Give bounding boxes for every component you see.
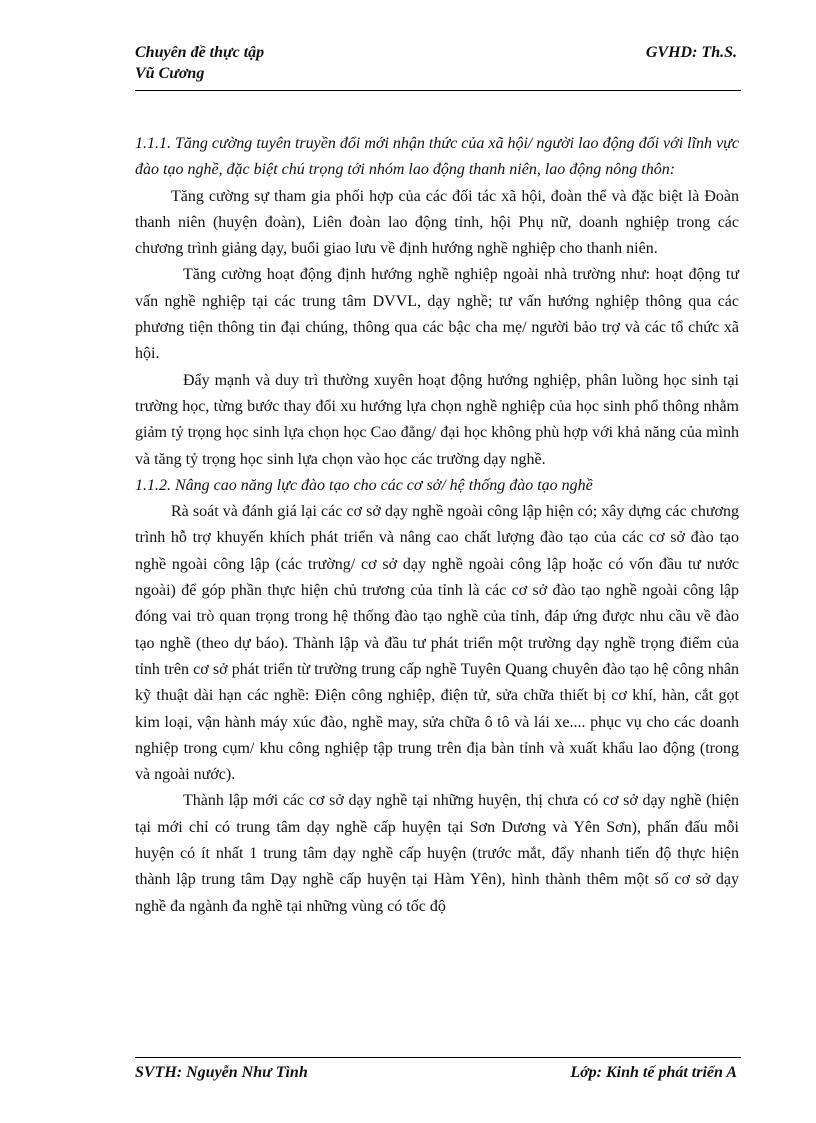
header-author: Vũ Cương	[135, 65, 205, 82]
footer-class: Lớp: Kinh tế phát triển A	[570, 1064, 737, 1081]
page-footer	[135, 1057, 741, 1088]
section-heading-1-1-2: 1.1.2. Nâng cao năng lực đào tạo cho các cơ sở/ hệ thống đào tạo nghề	[135, 476, 593, 494]
section-heading-1-1-1: 1.1.1. Tăng cường tuyên truyền đổi mới nhận thức của xã hội/ người lao động đối với lĩnh vực đào tạo nghề, đặc biệt chú trọng tới nhóm lao động thanh niên, lao động nông thôn:	[135, 135, 739, 179]
paragraph-3: Đẩy mạnh và duy trì thường xuyên hoạt động hướng nghiệp, phân luồng học sinh tại trường học, từng bước thay đổi xu hướng lựa chọn nghề nghiệp của học sinh phổ thông nhằm giảm tỷ trọng học sinh lựa chọn học Cao đẳng/ đại học không phù hợp với khả năng của mình và tăng tỷ trọng học sinh lựa chọn vào học các trường dạy nghề.	[135, 371, 739, 468]
paragraph-2: Tăng cường hoạt động định hướng nghề nghiệp ngoài nhà trường như: hoạt động tư vấn nghề nghiệp tại các trung tâm DVVL, dạy nghề; tư vấn hướng nghiệp thông qua các phương tiện thông tin đại chúng, thông qua các bậc cha mẹ/ người bảo trợ và các tổ chức xã hội.	[135, 266, 739, 363]
page-header	[135, 44, 741, 91]
header-supervisor: GVHD: Th.S.	[645, 44, 737, 61]
paragraph-4: Rà soát và đánh giá lại các cơ sở dạy nghề ngoài công lập hiện có; xây dựng các chương trình hỗ trợ khuyến khích phát triển và nâng cao chất lượng đào tạo của các cơ sở đào tạo nghề ngoài công lập (các trường/ cơ sở dạy nghề ngoài công lập hoặc có vốn đầu tư nước ngoài) để góp phần thực hiện chủ trương của tỉnh là các cơ sở đào tạo nghề ngoài công lập đóng vai trò quan trọng trong hệ thống đào tạo nghề của tỉnh, đáp ứng được nhu cầu về đào tạo nghề (theo dự báo). Thành lập và đầu tư phát triển một trường dạy nghề trọng điểm của tỉnh trên cơ sở phát triển từ trường trung cấp nghề Tuyên Quang chuyên đào tạo hệ công nhân kỹ thuật dài hạn các nghề: Điện công nghiệp, điện tử, sửa chữa thiết bị cơ khí, hàn, cắt gọt kim loại, vận hành máy xúc đào, nghề may, sửa chữa ô tô và lái xe.... phục vụ cho các doanh nghiệp trong cụm/ khu công nghiệp tập trung trên địa bàn tỉnh và xuất khẩu lao động (trong và ngoài nước).	[135, 503, 739, 784]
paragraph-1: Tăng cường sự tham gia phối hợp của các đối tác xã hội, đoàn thể và đặc biệt là Đoàn thanh niên (huyện đoàn), Liên đoàn lao động tỉnh, hội Phụ nữ, doanh nghiệp trong các chương trình giảng dạy, buổi giao lưu về định hướng nghề nghiệp cho thanh niên.	[135, 187, 739, 258]
header-title: Chuyên đề thực tập	[135, 44, 265, 61]
paragraph-5: Thành lập mới các cơ sở dạy nghề tại những huyện, thị chưa có cơ sở dạy nghề (hiện tại mới chỉ có trung tâm dạy nghề cấp huyện tại Sơn Dương và Yên Sơn), phấn đấu mỗi huyện có ít nhất 1 trung tâm dạy nghề cấp huyện (trước mắt, đẩy nhanh tiến độ thực hiện thành lập trung tâm Dạy nghề cấp huyện tại Hàm Yên), hình thành thêm một số cơ sở dạy nghề đa ngành đa nghề tại những vùng có tốc độ	[135, 792, 739, 915]
footer-student: SVTH: Nguyễn Như Tình	[135, 1064, 308, 1081]
document-body	[135, 131, 739, 920]
